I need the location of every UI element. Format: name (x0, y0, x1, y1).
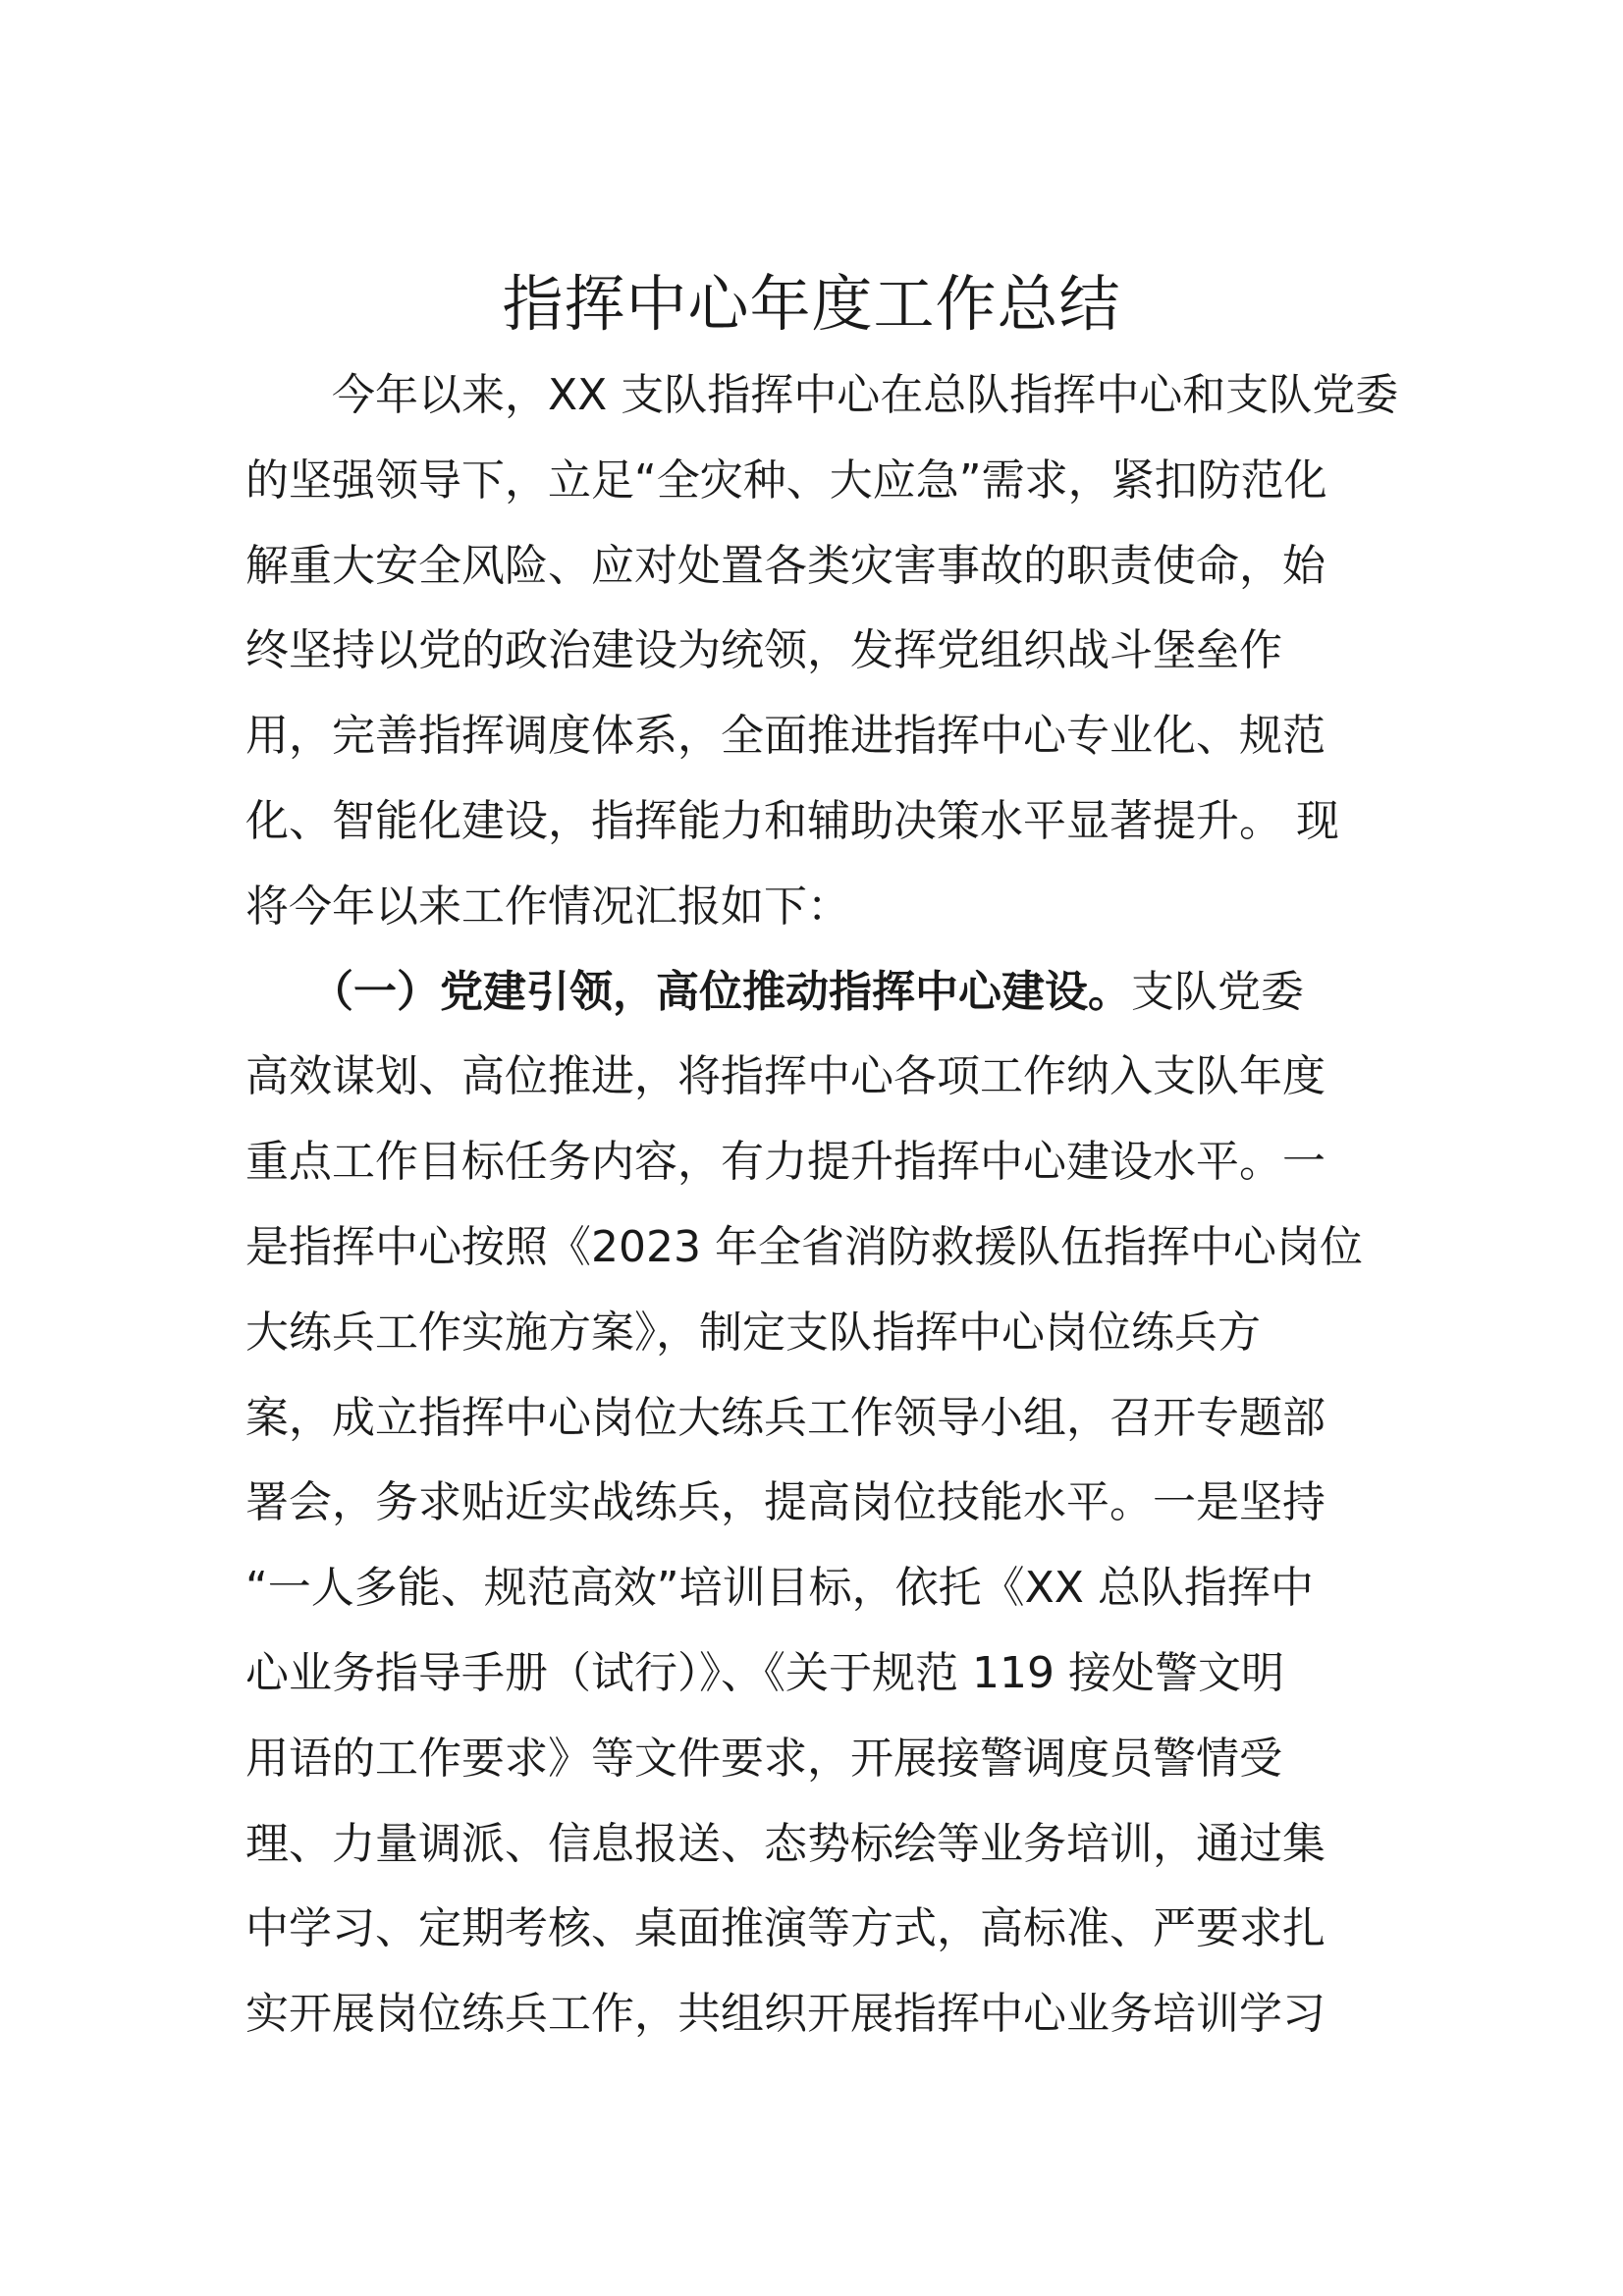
section-heading-continuation: 支队党委 (1131, 966, 1304, 1017)
text-line: 大练兵工作实施方案》，制定支队指挥中心岗位练兵方 (245, 1307, 1261, 1358)
text-line: 案，成立指挥中心岗位大练兵工作领导小组，召开专题部 (245, 1392, 1325, 1443)
text-line: 化、智能化建设，指挥能力和辅助决策水平显著提升。 现 (245, 795, 1339, 846)
section-heading: （一）党建引领，高位推动指挥中心建设。 (245, 966, 1131, 1017)
text-line: 是指挥中心按照《2023 年全省消防救援队伍指挥中心岗位 (245, 1221, 1363, 1272)
document-body (245, 353, 1399, 2057)
text-line: 将今年以来工作情况汇报如下： (245, 881, 850, 932)
text-line: 终坚持以党的政治建设为统领，发挥党组织战斗堡垒作 (245, 625, 1282, 676)
text-line: 署会，务求贴近实战练兵，提高岗位技能水平。一是坚持 (245, 1477, 1325, 1528)
text-line: 的坚强领导下，立足“全灾种、大应急”需求，紧扣防范化 (245, 454, 1327, 506)
document-title: 指挥中心年度工作总结 (502, 268, 1121, 340)
text-line: “一人多能、规范高效”培训目标，依托《XX 总队指挥中 (245, 1563, 1314, 1614)
text-line: 中学习、定期考核、桌面推演等方式，高标准、严要求扎 (245, 1903, 1325, 1954)
text-line: 用，完善指挥调度体系，全面推进指挥中心专业化、规范 (245, 711, 1325, 762)
text-line: 高效谋划、高位推进，将指挥中心各项工作纳入支队年度 (245, 1051, 1325, 1102)
text-line: 理、力量调派、信息报送、态势标绘等业务培训，通过集 (245, 1818, 1325, 1869)
text-line: 用语的工作要求》等文件要求，开展接警调度员警情受 (245, 1733, 1282, 1784)
text-line: 实开展岗位练兵工作，共组织开展指挥中心业务培训学习 (245, 1989, 1325, 2040)
text-line: 解重大安全风险、应对处置各类灾害事故的职责使命，始 (245, 540, 1325, 591)
text-line: 今年以来，XX 支队指挥中心在总队指挥中心和支队党委 (245, 370, 1399, 420)
section-heading-line (245, 950, 1394, 1036)
text-line: 重点工作目标任务内容，有力提升指挥中心建设水平。一 (245, 1137, 1325, 1188)
text-line: 心业务指导手册（试行）》、《关于规范 119 接处警文明 (245, 1647, 1284, 1698)
